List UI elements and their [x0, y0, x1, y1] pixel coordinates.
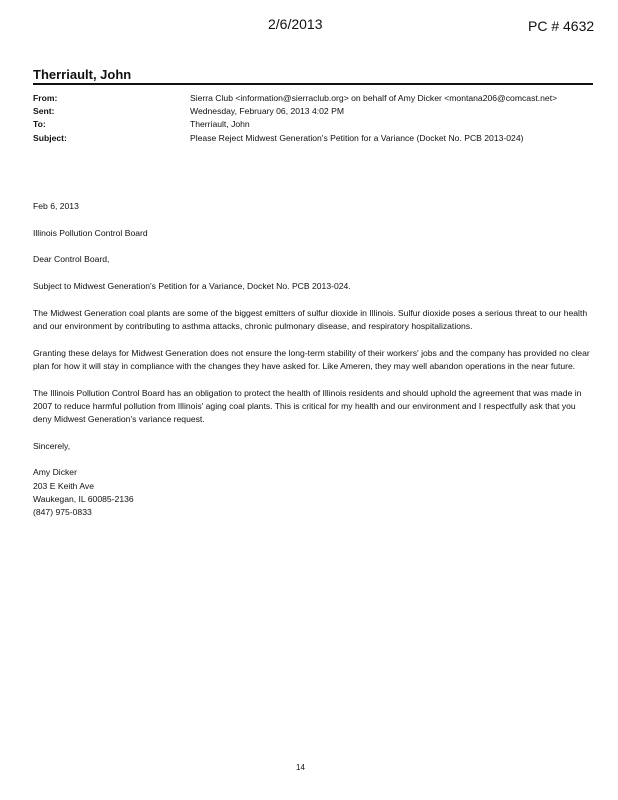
to-label: To: [33, 119, 46, 130]
letter-paragraph-3: The Illinois Pollution Control Board has an obligation to protect the health of Illinois residents and should uphold the agreement that was made in 2007 to reduce harmful pollution from Illinois' aging coal plants. This is critical for my health and our environment and I respectfully ask that you deny Midwest Generation's variance request. [33, 387, 582, 425]
from-value: Sierra Club <information@sierraclub.org> on behalf of Amy Dicker <montana206@comcast.net> [190, 93, 558, 103]
letter-closing: Sincerely, [33, 440, 71, 451]
to-row [33, 118, 598, 131]
email-metadata [33, 92, 598, 145]
signature-name: Amy Dicker [33, 467, 77, 478]
sender-name: Therriault, John [33, 67, 132, 82]
to-value: Therriault, John [190, 119, 250, 130]
header-divider [33, 83, 593, 85]
letter-paragraph-2: Granting these delays for Midwest Generation does not ensure the long-term stability of their workers' jobs and the company has provided no clear plan for how it will stay in compliance with the changes they have asked for. Like Ameren, they may well abandon operations in the near future. [33, 347, 590, 371]
subject-row [33, 132, 598, 145]
from-row [33, 92, 598, 105]
letter-body [33, 200, 593, 519]
subject-value: Please Reject Midwest Generation's Petition for a Variance (Docket No. PCB 2013-024) [190, 132, 524, 143]
subject-label: Subject: [33, 132, 67, 143]
letter-date: Feb 6, 2013 [33, 201, 79, 211]
letter-paragraph-1: The Midwest Generation coal plants are some of the biggest emitters of sulfur dioxide in Illinois. Sulfur dioxide poses a serious threat to our health and our environment by contributing to asthma attacks, chronic pulmonary disease, and respiratory hospitalizations. [33, 307, 588, 332]
letter-subject-line: Subject to Midwest Generation's Petition for a Variance, Docket No. PCB 2013-024. [33, 281, 351, 292]
page-number: 14 [296, 763, 305, 772]
pc-number: PC # 4632 [528, 18, 595, 34]
letter-recipient: Illinois Pollution Control Board [33, 227, 148, 238]
address-line-2: Waukegan, IL 60085-2136 [33, 493, 134, 504]
phone-number: (847) 975-0833 [33, 507, 92, 518]
from-label: From: [33, 93, 58, 103]
header-date: 2/6/2013 [268, 16, 323, 32]
signature-block [33, 466, 593, 519]
address-line-1: 203 E Keith Ave [33, 480, 94, 491]
sent-row [33, 105, 598, 118]
sent-value: Wednesday, February 06, 2013 4:02 PM [190, 106, 344, 117]
letter-salutation: Dear Control Board, [33, 254, 110, 265]
sent-label: Sent: [33, 106, 55, 117]
